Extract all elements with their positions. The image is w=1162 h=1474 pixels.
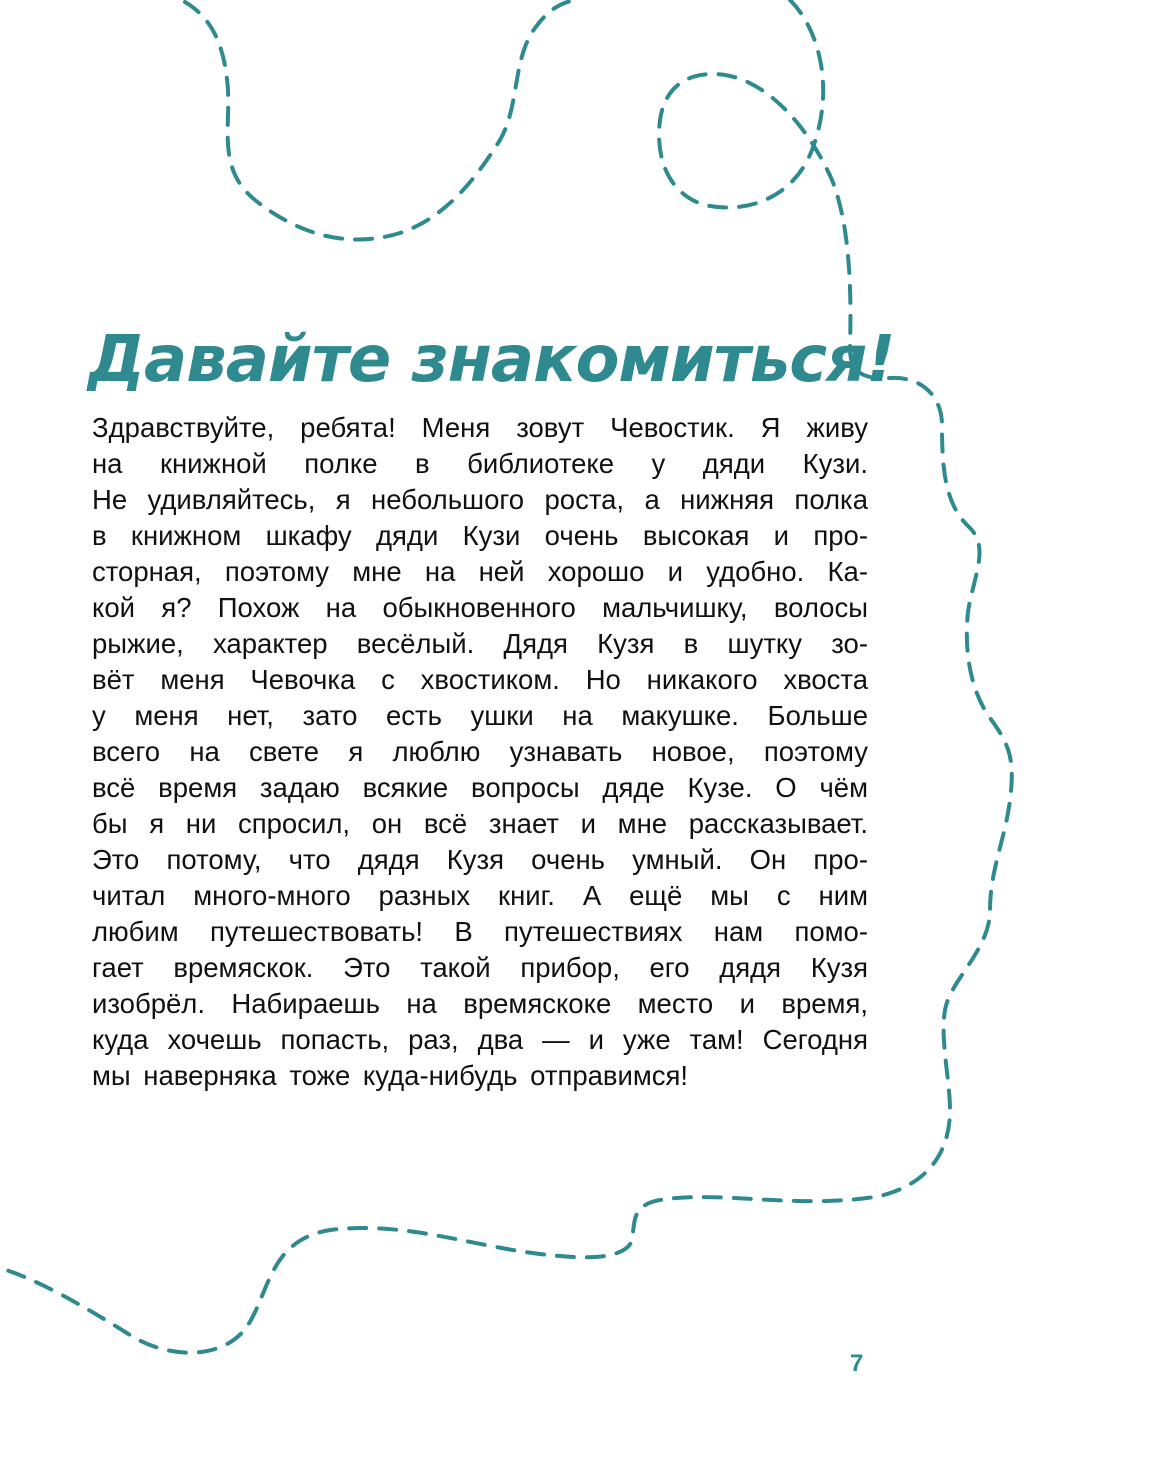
- text-line: в книжном шкафу дяди Кузи очень высокая и про-: [92, 520, 868, 551]
- text-line: гает времяскок. Это такой прибор, его дядя Кузя: [92, 952, 868, 983]
- text-line: Это потому, что дядя Кузя очень умный. Он про-: [92, 844, 868, 875]
- text-line-last: мы наверняка тоже куда-нибудь отправимся!: [92, 1060, 689, 1091]
- page-number: 7: [850, 1350, 864, 1377]
- text-line: кой я? Похож на обыкновенного мальчишку, волосы: [92, 592, 868, 623]
- text-line: бы я ни спросил, он всё знает и мне рассказывает.: [92, 808, 868, 839]
- text-line: на книжной полке в библиотеке у дяди Кузи.: [92, 448, 868, 479]
- text-line: сторная, поэтому мне на ней хорошо и удобно. Ка-: [92, 556, 868, 587]
- text-line: Не удивляйтесь, я небольшого роста, а нижняя полка: [92, 484, 868, 515]
- text-line: у меня нет, зато есть ушки на макушке. Больше: [92, 700, 868, 731]
- page-title: Давайте знакомиться!: [88, 323, 895, 397]
- text-line: вёт меня Чевочка с хвостиком. Но никакого хвоста: [92, 664, 868, 695]
- text-line: читал много-много разных книг. А ещё мы с ним: [92, 880, 868, 911]
- text-line: любим путешествовать! В путешествиях нам помо-: [92, 916, 868, 947]
- text-line: всё время задаю всякие вопросы дяде Кузе. О чём: [92, 772, 868, 803]
- dashed-path-upper-left: [185, 0, 575, 240]
- text-line: всего на свете я люблю узнавать новое, поэтому: [92, 736, 868, 767]
- text-line: куда хочешь попасть, раз, два — и уже там! Сегодня: [92, 1024, 868, 1055]
- text-line: изобрёл. Набираешь на времяскоке место и время,: [92, 988, 868, 1019]
- text-line: рыжие, характер весёлый. Дядя Кузя в шутку зо-: [92, 628, 868, 659]
- intro-paragraph: [92, 410, 868, 1094]
- text-line: Здравствуйте, ребята! Меня зовут Чевостик. Я живу: [92, 412, 868, 443]
